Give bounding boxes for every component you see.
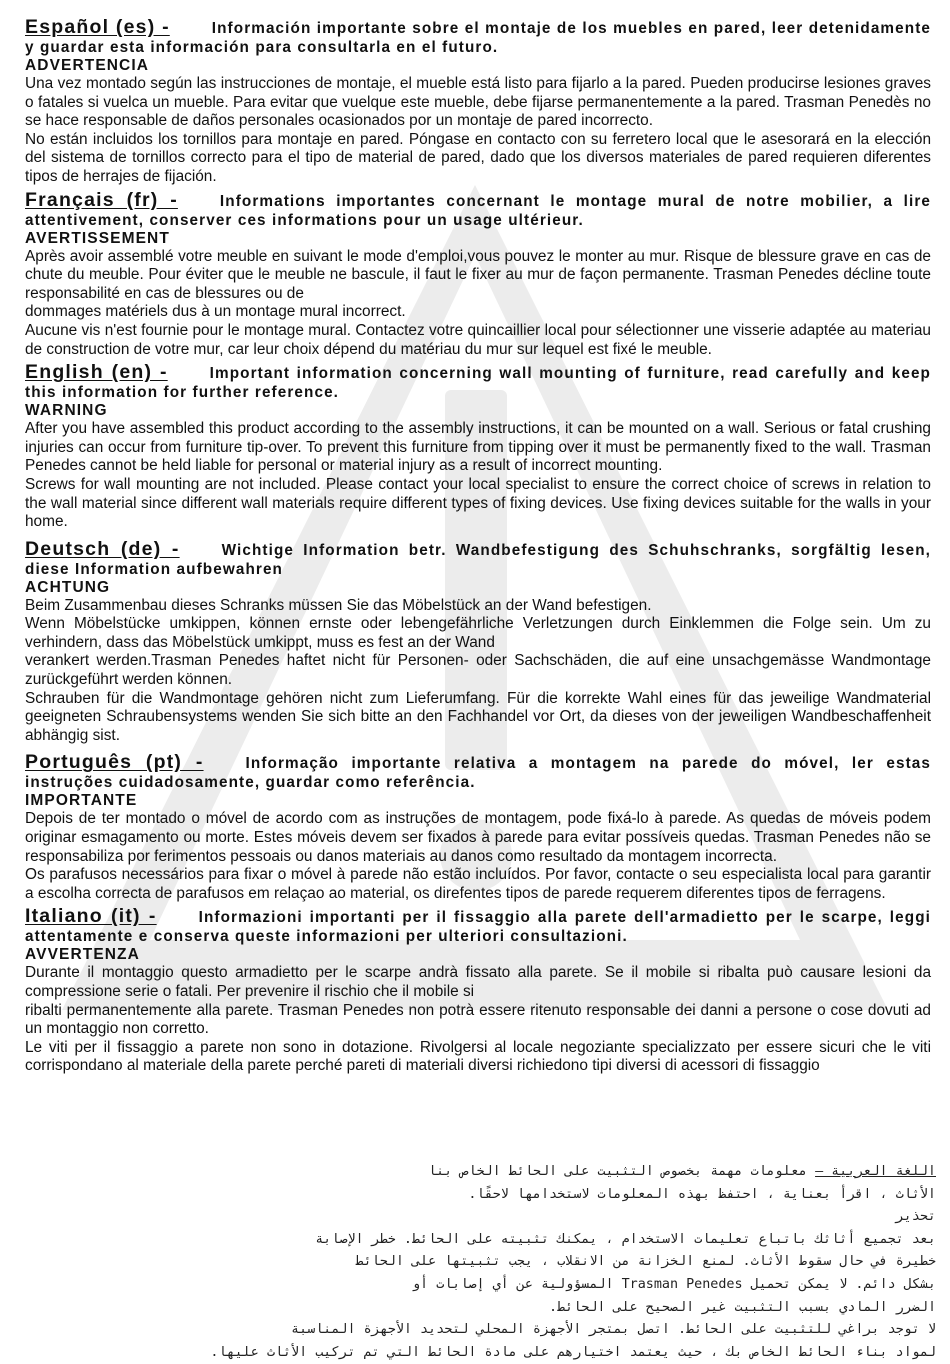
arabic-warning-label: تحذير [895, 1209, 936, 1225]
section-pt [25, 753, 931, 903]
arabic-heading [110, 1161, 936, 1184]
paragraph: No están incluidos los tornillos para montaje en pared. Póngase en contacto con su ferretero local que le asesorará en la elección del sistema de tornillos correcto para el tipo de material de pared, dado que los diversos materiales de pared requieren diferentes tipos de herrajes de fijación. [25, 130, 931, 185]
section-ar [110, 1161, 936, 1364]
arabic-line: لا توجد براغي للتثبيت على الحائط. اتصل بمتجر الأجهزة المحلي لتحديد الأجهزة المناسبة [291, 1322, 936, 1338]
paragraph: verankert werden.Trasman Penedes haftet nicht für Personen- oder Sachschäden, die auf eine unsachgemässe Wandmontage zurückgeführt werden können. [25, 652, 931, 689]
paragraph: Wenn Möbelstücke umkippen, können ernste oder lebengefährliche Verletzungen durch Einklemmen die Folge sein. Um zu verhindern, dass das Möbelstück umkippt, muss es fest an der Wand [25, 615, 931, 651]
warning-label: AVVERTENZA [25, 946, 140, 964]
paragraph: ribalti permanentemente alla parete. Trasman Penedes non potrà essere ritenuto responsable dei danni a persone o cose dovuti ad un montaggio non corretto. [25, 1001, 931, 1038]
warning-label: ACHTUNG [25, 578, 111, 596]
language-label: Português (pt) - [25, 751, 204, 774]
section-it [25, 907, 931, 1076]
section-en [25, 363, 931, 532]
paragraph: Le viti per il fissaggio a parete non sono in dotazione. Rivolgersi al locale negoziante specializzato per essere sicuri che le viti corrispondano al materiale della parete perché pareti di materiali diversi richiedono tipi diversi di acessori di fissaggio [25, 1038, 931, 1075]
heading-text: Informazioni importanti per il fissaggio alla parete dell'armadietto per le scarpe, leggi attentamente e conserva queste informazioni per ulteriori consultazioni. [25, 909, 931, 946]
heading-text: Important information concerning wall mounting of furniture, read carefully and keep this information for further reference. [25, 365, 931, 402]
paragraph: Aucune vis n'est fournie pour le montage mural. Contactez votre quincaillier local pour sélectionner une visserie adaptée au materiau de construction de votre mur, car leur choix dépend du matériau du mur sur lequel est fixé le meuble. [25, 321, 931, 358]
section-es [25, 18, 931, 187]
arabic-heading-continued: الأثاث ، اقرأ بعناية ، احتفظ بهذه المعلومات لاستخدامها لاحقًا. [468, 1186, 936, 1202]
paragraph: Una vez montado según las instrucciones de montaje, el mueble está listo para fijarlo a la pared. Pueden producirse lesiones graves o fatales si vuelca un mueble. Para evitar que vuelque este mueble, debe fijarse permanentemente a la pared. Trasman Penedès no se hace responsable de daños personales ocasionados por un montaje de pared incorrecto. [25, 75, 931, 130]
arabic-language-label: اللغة العربية – [815, 1164, 936, 1179]
heading-text: Wichtige Information betr. Wandbefestigung des Schuhschranks, sorgfältig lesen, diese Information aufbewahren [25, 541, 931, 578]
multilingual-notice [25, 18, 931, 1076]
paragraph: Durante il montaggio questo armadietto per le scarpe andrà fissato alla parete. Se il mobile si ribalta può causare lesioni da compressione serie o fatali. Per prevenire il rischio che il mobile si [25, 964, 931, 1000]
section-heading [25, 907, 931, 946]
section-heading [25, 18, 931, 57]
heading-text: Información importante sobre el montaje de los muebles en pared, leer detenidamente y guardar esta información para consultarla en el futuro. [25, 20, 931, 56]
arabic-line: خطيرة في حال سقوط الأثاث. لمنع الخزانة من الانقلاب ، يجب تثبيتها على الحائط [355, 1254, 936, 1270]
arabic-line: لمواد بناء الحائط الخاص بك ، حيث يعتمد اختيارهم على مادة الحائط التي تم تركيب الأثاث عليها. [210, 1344, 936, 1360]
section-heading [25, 753, 931, 792]
heading-text: Informations importantes concernant le montage mural de notre mobilier, a lire attentivement, conserver ces informations pour un usage ultérieur. [25, 192, 931, 229]
section-heading [25, 537, 931, 579]
arabic-heading-text: معلومات مهمة بخصوص التثبيت على الحائط الخاص بنا [428, 1164, 807, 1179]
warning-label: WARNING [25, 402, 108, 420]
section-fr [25, 188, 931, 360]
warning-label: AVERTISSEMENT [25, 229, 170, 247]
language-label: Español (es) - [25, 16, 170, 38]
section-de [25, 537, 931, 746]
warning-label: IMPORTANTE [25, 792, 138, 810]
heading-text: Informação importante relativa a montagem na parede do móvel, ler estas instruções cuidadosamente, guardar como referência. [25, 755, 931, 792]
section-heading [25, 363, 931, 402]
paragraph: Beim Zusammenbau dieses Schranks müssen Sie das Möbelstück an der Wand befestigen. [25, 596, 652, 614]
paragraph: dommages matériels dus à un montage mural incorrect. [25, 303, 406, 321]
paragraph: Depois de ter montado o móvel de acordo com as instruções de montagem, pode fixá-lo à parede. As quedas de móveis podem originar esmagamento ou morte. Estes móveis devem ser fixados à parede para evitar possíveis quedas. Trasman Penedes não se responsabiliza por ferimentos pessoais ou danos materiais au danos como resultado da montagem incorrecta. [25, 810, 931, 865]
arabic-line: الضرر المادي بسبب التثبيت غير الصحيح على الحائط. [549, 1299, 936, 1315]
paragraph: Screws for wall mounting are not included. Please contact your local specialist to ensure the correct choice of screws in relation to the wall material since different wall materials require different types of fixing devices. Use fixing devices suitable for the walls in your home. [25, 475, 931, 531]
paragraph: Os parafusos necessários para fixar o móvel à parede não estão incluídos. Por favor, contacte o seu especialista local para garantir a escolha correcta de parafusos em relaçao ao material, os direfentes tipos de parede requerem diferentes tipos de ferragens. [25, 866, 931, 902]
language-label: English (en) - [25, 361, 168, 384]
language-label: Deutsch (de) - [25, 537, 180, 560]
warning-label: ADVERTENCIA [25, 57, 150, 74]
section-heading [25, 188, 931, 230]
paragraph: Schrauben für die Wandmontage gehören nicht zum Lieferumfang. Für die korrekte Wahl eines für das jeweilige Wandmaterial geeigneten Schraubensystems wenden Sie sich bitte an den Fachhandel vor Ort, da dieses von der jeweiligen Wandbeschaffenheit abhängig sist. [25, 689, 931, 744]
language-label: Italiano (it) - [25, 905, 157, 928]
language-label: Français (fr) - [25, 188, 178, 211]
arabic-line: بعد تجميع أثاثك باتباع تعليمات الاستخدام ، يمكنك تثبيته على الحائط. خطر الإصابة [315, 1231, 936, 1247]
arabic-line: بشكل دائم. لا يمكن تحميل Trasman Penedes المسؤولية عن أي إصابات أو [411, 1276, 936, 1292]
paragraph: Après avoir assemblé votre meuble en suivant le mode d'emploi,vous pouvez le monter au mur. Risque de blessure grave en cas de chute du meuble. Pour éviter que le meuble ne bascule, il faut le fixer au mur de façon permanente. Trasman Penedes décline toute responsabilité en cas de blessures ou de [25, 247, 931, 302]
paragraph: After you have assembled this product according to the assembly instructions, it can be mounted on a wall. Serious or fatal crushing injuries can occur from furniture tip-over. To prevent this furniture from tipping over it must be permanently fixed to the wall. Trasman Penedes cannot be held liable for personal or material injury as a result of incorrect mounting. [25, 420, 931, 475]
